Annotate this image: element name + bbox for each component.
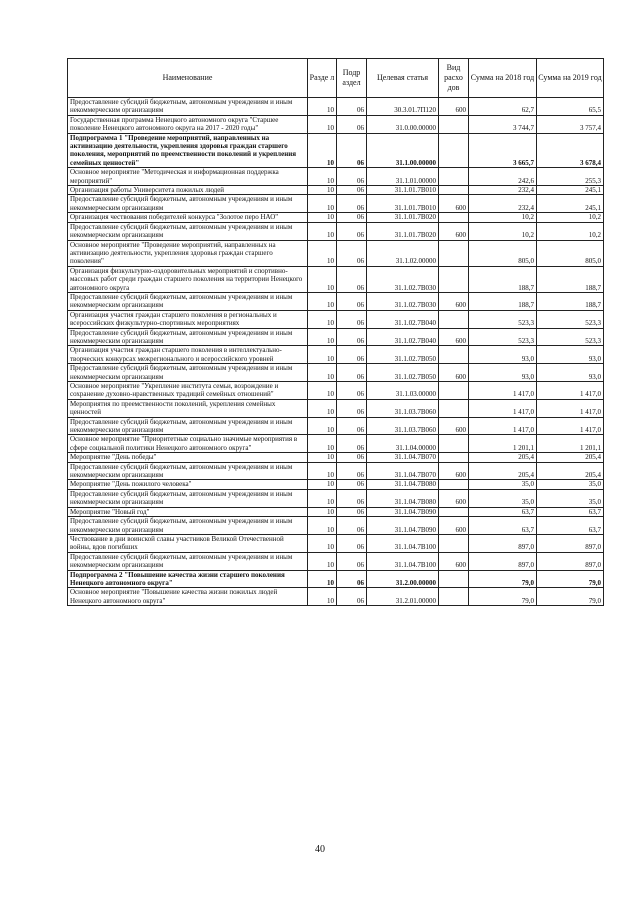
cell-sum-2018: 79,0 [469,588,537,606]
cell-podrazdel: 06 [337,328,367,346]
cell-podrazdel: 06 [337,364,367,382]
header-sum-2019: Сумма на 2019 год [537,59,604,98]
cell-name: Мероприятие "День пожилого человека" [68,480,308,489]
cell-razdel: 10 [308,552,337,570]
cell-podrazdel: 06 [337,133,367,168]
cell-target: 31.1.01.7В010 [367,186,439,195]
cell-sum-2018: 188,7 [469,292,537,310]
cell-podrazdel: 06 [337,186,367,195]
cell-expense-type [439,240,469,266]
table-row [68,222,604,240]
table-row [68,517,604,535]
header-podrazdel: Подр аздел [337,59,367,98]
table-row [68,292,604,310]
cell-expense-type: 600 [439,328,469,346]
cell-podrazdel: 06 [337,588,367,606]
cell-sum-2018: 10,2 [469,213,537,222]
cell-sum-2019: 523,3 [537,310,604,328]
cell-target: 31.1.04.7В080 [367,489,439,507]
cell-sum-2019: 523,3 [537,328,604,346]
cell-sum-2018: 3 744,7 [469,115,537,133]
cell-podrazdel: 06 [337,213,367,222]
cell-name: Организация участия граждан старшего поколения в региональных и всероссийских физкультурно-спортивных мероприятиях [68,310,308,328]
cell-podrazdel: 06 [337,480,367,489]
cell-podrazdel: 06 [337,310,367,328]
table-row [68,480,604,489]
cell-name: Предоставление субсидий бюджетным, автономным учреждениям и иным некоммерческим организациям [68,552,308,570]
cell-target: 31.1.02.7В050 [367,346,439,364]
cell-name: Основное мероприятие "Проведение мероприятий, направленных на активизацию деятельности, укрепления здоровья граждан старшего поколения" [68,240,308,266]
cell-razdel: 10 [308,489,337,507]
cell-razdel: 10 [308,346,337,364]
table-row [68,462,604,480]
cell-podrazdel: 06 [337,570,367,588]
table-row [68,570,604,588]
cell-sum-2018: 523,3 [469,310,537,328]
cell-expense-type [439,507,469,516]
cell-sum-2018: 232,4 [469,195,537,213]
cell-name: Предоставление субсидий бюджетным, автономным учреждениям и иным некоммерческим организациям [68,489,308,507]
cell-sum-2018: 3 665,7 [469,133,537,168]
cell-expense-type [439,534,469,552]
cell-podrazdel: 06 [337,292,367,310]
cell-expense-type [439,133,469,168]
cell-sum-2019: 10,2 [537,222,604,240]
cell-target: 31.1.02.7В050 [367,364,439,382]
cell-name: Основное мероприятие "Приоритетные социально значимые мероприятия в сфере социальной политики Ненецкого автономного округа" [68,435,308,453]
cell-target: 31.1.04.7В070 [367,453,439,462]
cell-razdel: 10 [308,507,337,516]
cell-expense-type: 600 [439,417,469,435]
cell-sum-2018: 93,0 [469,346,537,364]
cell-name: Предоставление субсидий бюджетным, автономным учреждениям и иным некоммерческим организациям [68,195,308,213]
cell-name: Предоставление субсидий бюджетным, автономным учреждениям и иным некоммерческим организациям [68,417,308,435]
cell-sum-2019: 1 417,0 [537,417,604,435]
cell-sum-2018: 35,0 [469,480,537,489]
cell-expense-type: 600 [439,517,469,535]
cell-sum-2019: 3 678,4 [537,133,604,168]
budget-table-container [67,58,603,606]
cell-name: Мероприятие "Новый год" [68,507,308,516]
table-row [68,213,604,222]
table-row [68,417,604,435]
cell-target: 31.1.02.7В040 [367,310,439,328]
table-row [68,240,604,266]
cell-expense-type [439,186,469,195]
cell-target: 31.1.04.00000 [367,435,439,453]
cell-target: 31.1.04.7В100 [367,552,439,570]
cell-sum-2018: 79,0 [469,570,537,588]
cell-podrazdel: 06 [337,115,367,133]
cell-razdel: 10 [308,399,337,417]
cell-sum-2018: 1 201,1 [469,435,537,453]
cell-expense-type: 600 [439,552,469,570]
cell-name: Подпрограмма 1 "Проведение мероприятий, направленных на активизацию деятельности, укрепления здоровья граждан старшего поколения, мероприятий по преемственности поколений и укрепления семейных ценностей" [68,133,308,168]
cell-sum-2019: 1 417,0 [537,382,604,400]
cell-sum-2019: 897,0 [537,534,604,552]
table-row [68,266,604,292]
cell-podrazdel: 06 [337,399,367,417]
cell-razdel: 10 [308,266,337,292]
cell-podrazdel: 06 [337,552,367,570]
cell-podrazdel: 06 [337,462,367,480]
cell-expense-type [439,213,469,222]
cell-expense-type [439,346,469,364]
cell-sum-2019: 188,7 [537,292,604,310]
cell-sum-2019: 79,0 [537,588,604,606]
table-row [68,115,604,133]
cell-sum-2019: 79,0 [537,570,604,588]
table-row [68,98,604,116]
table-row [68,310,604,328]
cell-sum-2018: 188,7 [469,266,537,292]
cell-expense-type: 600 [439,98,469,116]
table-row [68,552,604,570]
cell-name: Организация чествования победителей конкурса "Золотое перо НАО" [68,213,308,222]
cell-expense-type [439,399,469,417]
cell-sum-2019: 10,2 [537,213,604,222]
cell-target: 31.1.04.7В100 [367,534,439,552]
cell-razdel: 10 [308,186,337,195]
cell-name: Организация участия граждан старшего поколения в интеллектуально-творческих конкурсах межрегионального и всероссийского уровней [68,346,308,364]
cell-sum-2018: 205,4 [469,453,537,462]
cell-razdel: 10 [308,195,337,213]
cell-target: 31.1.03.7В060 [367,399,439,417]
cell-razdel: 10 [308,310,337,328]
table-header-row [68,59,604,98]
cell-target: 31.1.03.00000 [367,382,439,400]
cell-name: Мероприятие "День победы" [68,453,308,462]
cell-expense-type [439,310,469,328]
cell-podrazdel: 06 [337,195,367,213]
cell-name: Организация физкультурно-оздоровительных мероприятий и спортивно-массовых работ среди граждан старшего поколения на территории Ненецкого автономного округа [68,266,308,292]
budget-table [67,58,604,606]
table-row [68,453,604,462]
cell-sum-2019: 245,1 [537,186,604,195]
table-body [68,98,604,606]
cell-target: 31.1.01.7В020 [367,222,439,240]
cell-expense-type [439,382,469,400]
cell-sum-2019: 1 417,0 [537,399,604,417]
cell-razdel: 10 [308,435,337,453]
table-row [68,328,604,346]
cell-expense-type [439,168,469,186]
cell-razdel: 10 [308,517,337,535]
table-row [68,435,604,453]
cell-podrazdel: 06 [337,168,367,186]
cell-name: Предоставление субсидий бюджетным, автономным учреждениям и иным некоммерческим организациям [68,222,308,240]
cell-razdel: 10 [308,588,337,606]
cell-podrazdel: 06 [337,240,367,266]
cell-podrazdel: 06 [337,507,367,516]
cell-sum-2019: 63,7 [537,507,604,516]
cell-target: 31.1.01.00000 [367,168,439,186]
cell-expense-type: 600 [439,292,469,310]
cell-expense-type [439,480,469,489]
cell-sum-2019: 3 757,4 [537,115,604,133]
cell-name: Предоставление субсидий бюджетным, автономным учреждениям и иным некоммерческим организациям [68,517,308,535]
table-row [68,346,604,364]
cell-name: Организация работы Университета пожилых людей [68,186,308,195]
cell-target: 31.1.00.00000 [367,133,439,168]
cell-sum-2018: 63,7 [469,517,537,535]
cell-sum-2019: 205,4 [537,462,604,480]
cell-sum-2018: 93,0 [469,364,537,382]
cell-target: 30.3.01.7П120 [367,98,439,116]
cell-sum-2019: 255,3 [537,168,604,186]
cell-sum-2018: 10,2 [469,222,537,240]
cell-razdel: 10 [308,98,337,116]
cell-target: 31.1.02.7В030 [367,266,439,292]
cell-sum-2018: 1 417,0 [469,417,537,435]
cell-name: Предоставление субсидий бюджетным, автономным учреждениям и иным некоммерческим организациям [68,462,308,480]
cell-razdel: 10 [308,364,337,382]
header-razdel: Разде л [308,59,337,98]
cell-name: Государственная программа Ненецкого автономного округа "Старшее поколение Ненецкого автономного округа на 2017 - 2020 годы" [68,115,308,133]
cell-sum-2019: 93,0 [537,346,604,364]
cell-razdel: 10 [308,534,337,552]
cell-name: Мероприятия по преемственности поколений, укрепления семейных ценностей [68,399,308,417]
cell-podrazdel: 06 [337,489,367,507]
table-row [68,364,604,382]
table-row [68,399,604,417]
cell-sum-2019: 63,7 [537,517,604,535]
cell-name: Подпрограмма 2 "Повышение качества жизни старшего поколения Ненецкого автономного округа" [68,570,308,588]
cell-name: Предоставление субсидий бюджетным, автономным учреждениям и иным некоммерческим организациям [68,292,308,310]
cell-podrazdel: 06 [337,435,367,453]
cell-name: Основное мероприятие "Укрепление института семьи, возрождение и сохранение духовно-нравственных традиций семейных отношений" [68,382,308,400]
table-row [68,186,604,195]
cell-target: 31.1.01.7В010 [367,195,439,213]
cell-target: 31.1.04.7В070 [367,462,439,480]
cell-target: 31.1.02.7В040 [367,328,439,346]
cell-sum-2019: 1 201,1 [537,435,604,453]
cell-target: 31.1.02.00000 [367,240,439,266]
cell-sum-2018: 805,0 [469,240,537,266]
cell-razdel: 10 [308,417,337,435]
cell-podrazdel: 06 [337,346,367,364]
cell-sum-2018: 232,4 [469,186,537,195]
cell-target: 31.1.02.7В030 [367,292,439,310]
cell-razdel: 10 [308,328,337,346]
cell-name: Предоставление субсидий бюджетным, автономным учреждениям и иным некоммерческим организациям [68,328,308,346]
table-row [68,195,604,213]
cell-razdel: 10 [308,292,337,310]
cell-name: Чествование в дни воинской славы участников Великой Отечественной войны, вдов погибших [68,534,308,552]
cell-podrazdel: 06 [337,417,367,435]
cell-sum-2018: 63,7 [469,507,537,516]
cell-expense-type: 600 [439,222,469,240]
cell-name: Предоставление субсидий бюджетным, автономным учреждениям и иным некоммерческим организациям [68,364,308,382]
cell-razdel: 10 [308,382,337,400]
cell-razdel: 10 [308,168,337,186]
cell-podrazdel: 06 [337,382,367,400]
cell-podrazdel: 06 [337,222,367,240]
cell-razdel: 10 [308,240,337,266]
cell-target: 31.1.04.7В090 [367,517,439,535]
cell-name: Основное мероприятие "Повышение качества жизни пожилых людей Ненецкого автономного округа" [68,588,308,606]
table-row [68,588,604,606]
cell-sum-2018: 35,0 [469,489,537,507]
cell-razdel: 10 [308,480,337,489]
cell-sum-2018: 242,6 [469,168,537,186]
cell-podrazdel: 06 [337,98,367,116]
cell-razdel: 10 [308,462,337,480]
cell-sum-2018: 205,4 [469,462,537,480]
cell-razdel: 10 [308,453,337,462]
table-row [68,489,604,507]
cell-sum-2019: 65,5 [537,98,604,116]
cell-expense-type: 600 [439,489,469,507]
cell-sum-2019: 35,0 [537,480,604,489]
cell-sum-2018: 62,7 [469,98,537,116]
cell-target: 31.1.03.7В060 [367,417,439,435]
cell-podrazdel: 06 [337,517,367,535]
cell-expense-type [439,570,469,588]
cell-name: Предоставление субсидий бюджетным, автономным учреждениям и иным некоммерческим организациям [68,98,308,116]
cell-sum-2018: 1 417,0 [469,382,537,400]
cell-name: Основное мероприятие "Методическая и информационная поддержка мероприятий" [68,168,308,186]
header-target: Целевая статья [367,59,439,98]
table-row [68,534,604,552]
header-sum-2018: Сумма на 2018 год [469,59,537,98]
cell-target: 31.2.00.00000 [367,570,439,588]
cell-expense-type: 600 [439,462,469,480]
cell-expense-type [439,453,469,462]
table-row [68,507,604,516]
cell-sum-2019: 897,0 [537,552,604,570]
cell-sum-2019: 245,1 [537,195,604,213]
cell-expense-type [439,266,469,292]
table-row [68,382,604,400]
cell-target: 31.1.04.7В090 [367,507,439,516]
cell-sum-2018: 523,3 [469,328,537,346]
cell-sum-2019: 35,0 [537,489,604,507]
table-row [68,168,604,186]
cell-razdel: 10 [308,570,337,588]
cell-expense-type: 600 [439,195,469,213]
cell-podrazdel: 06 [337,534,367,552]
cell-razdel: 10 [308,115,337,133]
cell-sum-2019: 805,0 [537,240,604,266]
cell-razdel: 10 [308,133,337,168]
header-expense-type: Вид расхо дов [439,59,469,98]
page-number: 40 [315,844,325,855]
cell-target: 31.0.00.00000 [367,115,439,133]
cell-expense-type [439,435,469,453]
cell-razdel: 10 [308,213,337,222]
header-name: Наименование [68,59,308,98]
cell-expense-type [439,115,469,133]
cell-podrazdel: 06 [337,266,367,292]
cell-expense-type: 600 [439,364,469,382]
cell-sum-2019: 188,7 [537,266,604,292]
cell-target: 31.2.01.00000 [367,588,439,606]
cell-sum-2018: 897,0 [469,552,537,570]
cell-sum-2019: 93,0 [537,364,604,382]
cell-sum-2018: 1 417,0 [469,399,537,417]
cell-razdel: 10 [308,222,337,240]
cell-expense-type [439,588,469,606]
cell-target: 31.1.01.7В020 [367,213,439,222]
table-row [68,133,604,168]
cell-podrazdel: 06 [337,453,367,462]
cell-sum-2019: 205,4 [537,453,604,462]
cell-target: 31.1.04.7В080 [367,480,439,489]
cell-sum-2018: 897,0 [469,534,537,552]
